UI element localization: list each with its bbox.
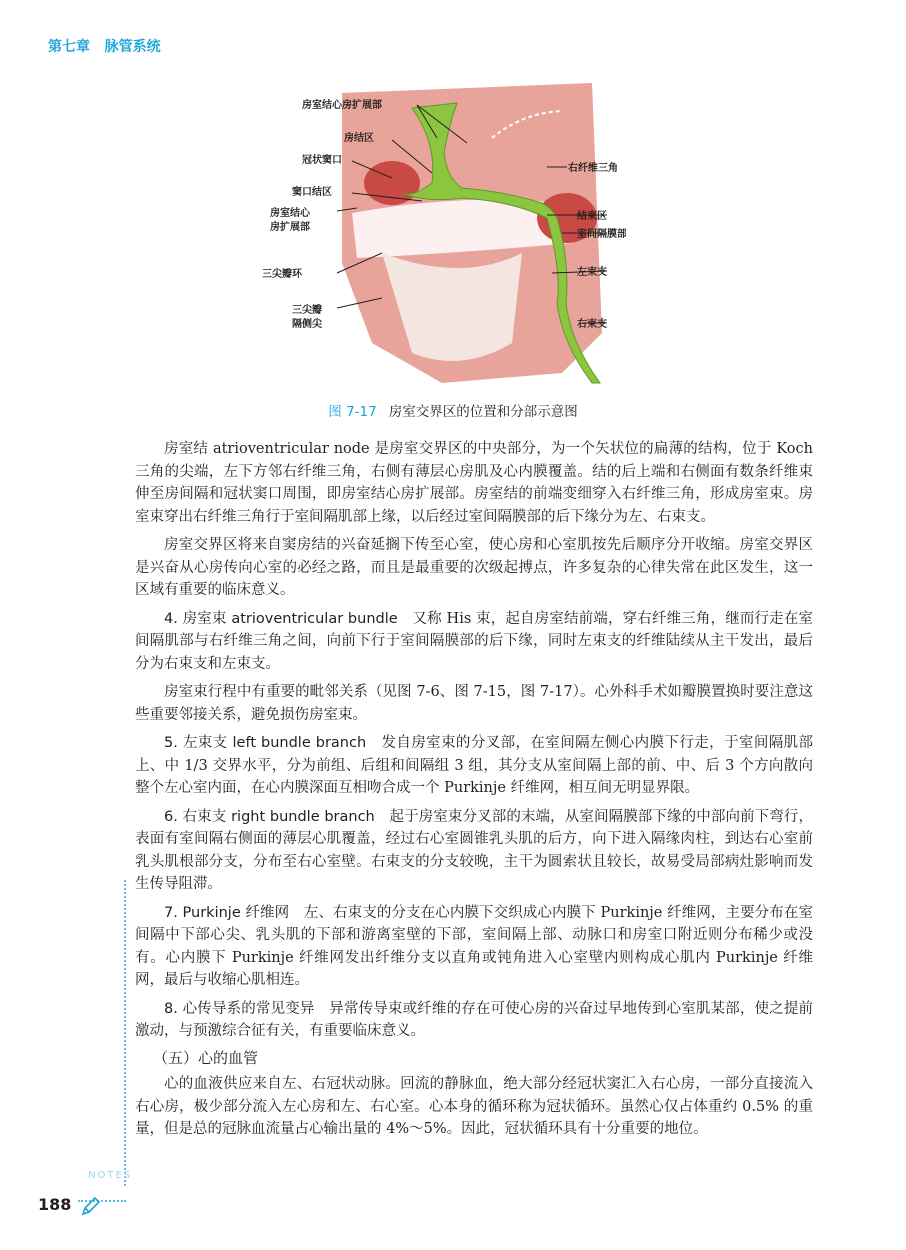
label-tricuspid-annulus: 三尖瓣环 (262, 269, 302, 280)
label-membranous-septum: 室间隔膜部 (577, 229, 626, 240)
figure-caption-text: 房室交界区的位置和分部示意图 (388, 404, 578, 420)
paragraph (135, 438, 813, 528)
label-left-bundle-branch: 左束支 (577, 267, 607, 278)
figure-number: 图 7-17 (328, 404, 377, 420)
paragraph-text: 又称 His 束，起自房室结前端，穿右纤维三角，继而行走在室间隔肌部与右纤维三角之间，向前下行于室间隔膜部的后下缘，同时左束支的纤维陆续从主干发出，最后分为右束支和左束支。 (135, 610, 813, 672)
chapter-title: 脉管系统 (104, 39, 161, 55)
paragraph (135, 902, 813, 992)
label-av-node-extension-2: 房扩展部 (270, 222, 310, 233)
paragraph (135, 806, 813, 896)
paragraph-lead: 5. 左束支 left bundle branch (164, 735, 367, 751)
paragraph-text: 异常传导束或纤维的存在可使心房的兴奋过早地传到心室肌某部，使之提前激动，与预激综合征有关，有重要临床意义。 (135, 1000, 813, 1039)
page-number: 188 (38, 1195, 72, 1214)
paragraph (135, 1073, 813, 1141)
figure-illustration (262, 83, 626, 388)
label-sinus-ostium-nodal-zone: 窦口结区 (292, 187, 332, 198)
notes-label: NOTES (88, 1170, 133, 1181)
notes-margin-line (124, 880, 126, 1186)
paragraph-text: atrioventricular node 是房室交界区的中央部分，为一个矢状位的扁薄的结构，位于 Koch 三角的尖端，左下方邻右纤维三角，右侧有薄层心房肌及心内膜覆盖。结的后上端和右侧面有数条纤维束伸至房间隔和冠状窦口周围，即房室结心房扩展部。房室结的前端变细穿入右纤维三角，形成房室束。房室束穿出右纤维三角行于室间隔肌部上缘，以后经过室间隔膜部的后下缘分为左、右束支。 (135, 441, 813, 525)
label-av-node-atrial-extension: 房室结心房扩展部 (302, 100, 382, 111)
label-coronary-sinus-ostium: 冠状窦口 (302, 155, 342, 166)
paragraph-lead: 6. 右束支 right bundle branch (164, 808, 375, 825)
paragraph-text: 左、右束支的分支在心内膜下交织成心内膜下 Purkinje 纤维网，主要分布在室间隔中下部心尖、乳头肌的下部和游离室壁的下部，室间隔上部、动脉口和房室口附近则分布稀少或没有。心内膜下 Purkinje 纤维网发出纤维分支以直角或钝角进入心室壁内则构成心肌内 Purkinje 纤维网，最后与收缩心肌相连。 (135, 904, 813, 988)
paragraph-text: 房室束行程中有重要的毗邻关系（见图 7-6、图 7-15，图 7-17）。心外科手术如瓣膜置换时要注意这些重要邻接关系，避免损伤房室束。 (135, 684, 813, 723)
paragraph (135, 998, 813, 1043)
paragraph-lead: 4. 房室束 atrioventricular bundle (164, 610, 398, 627)
paragraph-text: 心的血液供应来自左、右冠状动脉。回流的静脉血，绝大部分经冠状窦汇入右心房，一部分直接流入右心房，极少部分流入左心房和左、右心室。心本身的循环称为冠状循环。虽然心仅占体重约 0.5% 的重量，但是总的冠脉血流量占心输出量的 4%～5%。因此，冠状循环具有十分重要的地位。 (135, 1076, 813, 1137)
label-right-bundle-branch: 右束支 (577, 319, 607, 330)
chapter-number: 第七章 (48, 39, 90, 55)
paragraph (135, 608, 813, 676)
paragraph-lead: 房室结 (164, 441, 209, 457)
label-tricuspid-septal-cusp-2: 隔侧尖 (292, 319, 322, 330)
paragraph-text: 起于房室束分叉部的末端，从室间隔膜部下缘的中部向前下弯行，表面有室间隔右侧面的薄层心肌覆盖，经过右心室圆锥乳头肌的后方，向下进入隔缘肉柱，到达右心室前乳头肌根部分支，分布至右心室壁。右束支的分支较晚，主干为圆索状且较长，故易受局部病灶影响而发生传导阻滞。 (135, 808, 814, 892)
paragraph (135, 681, 813, 726)
label-right-fibrous-trigone: 右纤维三角 (568, 163, 618, 174)
paragraph-text: 房室交界区将来自窦房结的兴奋延搁下传至心室，使心房和心室肌按先后顺序分开收缩。房室交界区是兴奋从心房传向心室的必经之路，而且是最重要的次级起搏点，许多复杂的心律失常在此区发生，这一区域有重要的临床意义。 (135, 537, 813, 598)
running-header (48, 36, 161, 56)
label-av-node-extension-1: 房室结心 (270, 208, 310, 219)
body-text (135, 438, 813, 1141)
figure-caption (0, 400, 906, 420)
paragraph-text: 发自房室束的分叉部，在室间隔左侧心内膜下行走，于室间隔肌部上、中 1/3 交界水平，分为前组、后组和间隔组 3 组，其分支从室间隔上部的前、中、后 3 个方向散向整个左心室内面，在心内膜深面互相吻合成一个 Purkinje 纤维网，相互间无明显界限。 (135, 735, 814, 796)
label-tricuspid-septal-cusp-1: 三尖瓣 (292, 305, 322, 316)
section-heading: （五）心的血管 (153, 1048, 259, 1067)
paragraph (135, 534, 813, 602)
paragraph-lead: 7. Purkinje 纤维网 (164, 904, 290, 921)
coronary-sinus-ostium (364, 161, 420, 205)
paragraph (135, 732, 813, 800)
pencil-icon (80, 1195, 102, 1217)
label-atrionodal-zone: 房结区 (344, 133, 374, 144)
label-bundle-zone: 结束区 (577, 211, 607, 222)
heart-conduction-figure (262, 83, 626, 388)
paragraph-lead: 8. 心传导系的常见变异 (164, 1000, 315, 1017)
